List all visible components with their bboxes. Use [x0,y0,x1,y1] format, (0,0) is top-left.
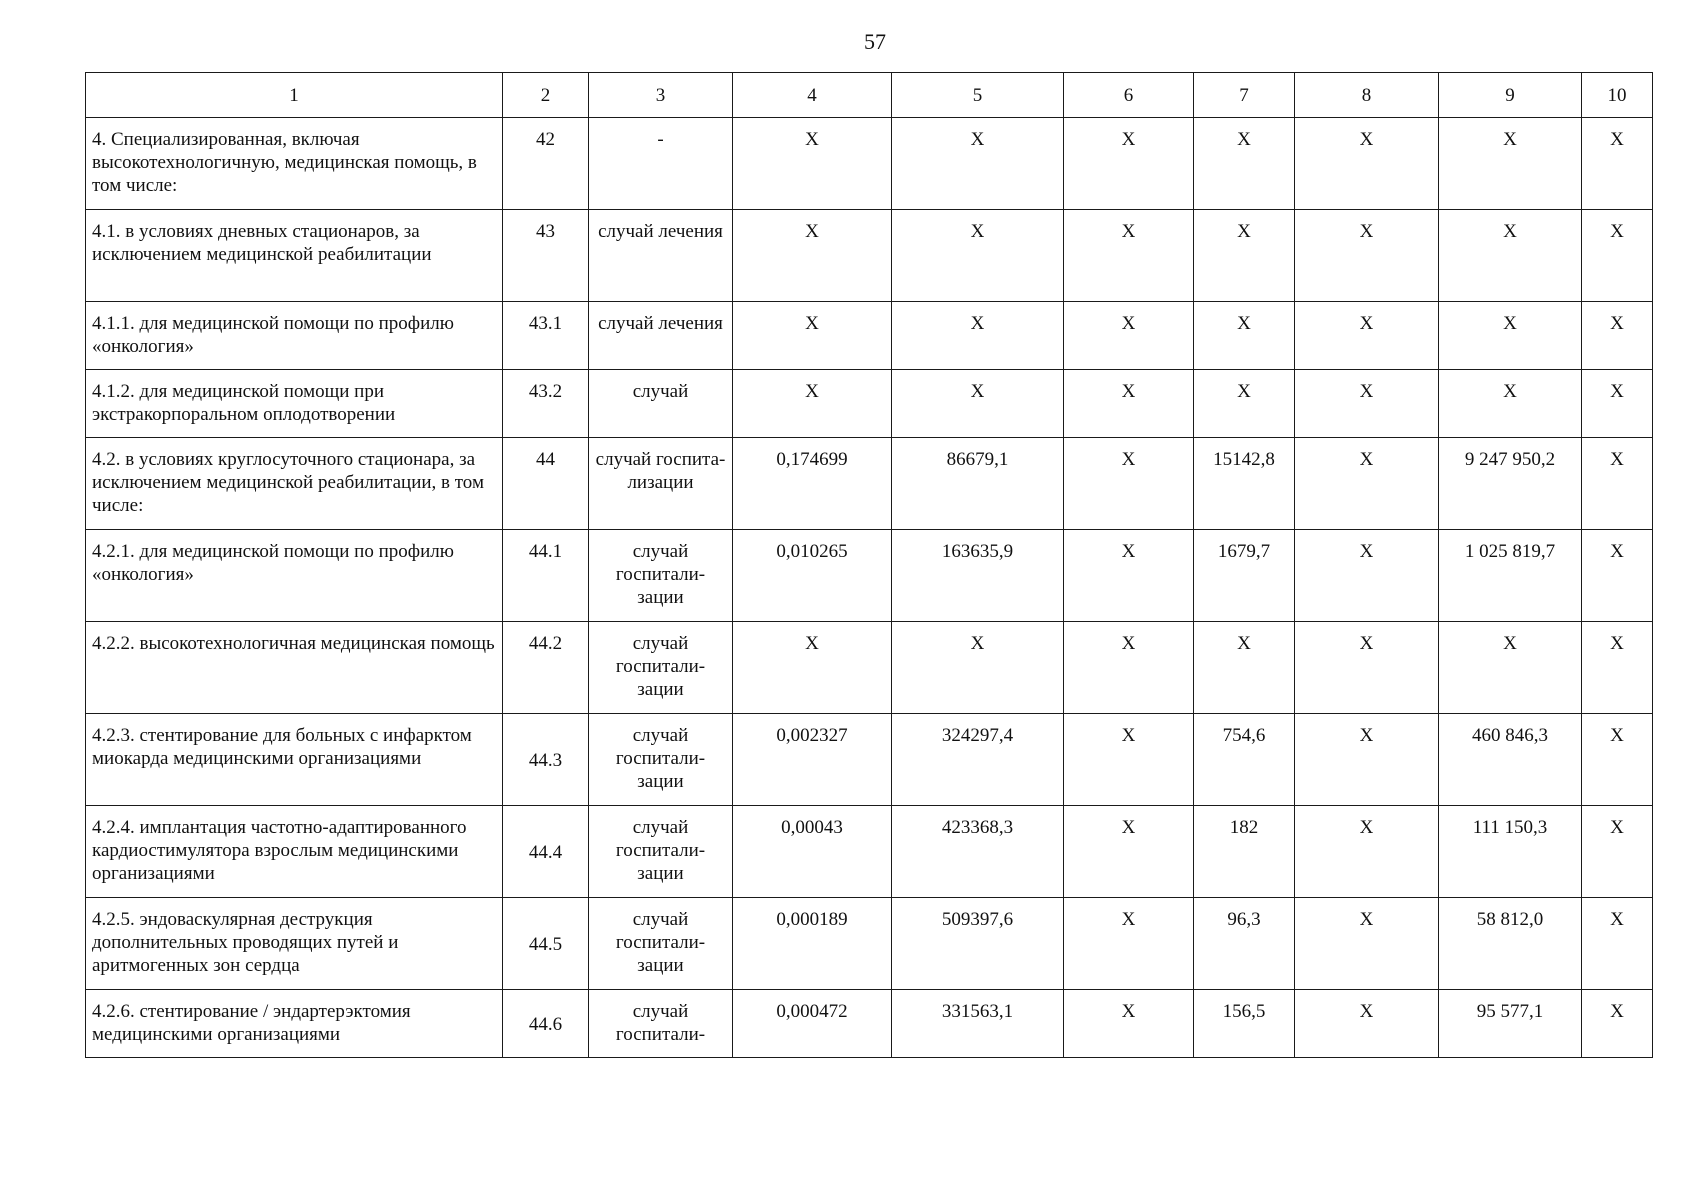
value-cell: X [1064,370,1194,438]
row-label-cell: 4.2.1. для медицинской помощи по профилю «онкология» [86,530,503,622]
header-cell: 6 [1064,73,1194,118]
unit-cell: случай госпитали-зации [589,714,733,806]
value-cell: X [1064,806,1194,898]
value-cell: 1679,7 [1194,530,1295,622]
row-number-cell: 44.1 [503,530,589,622]
value-cell: 0,00043 [733,806,892,898]
value-cell: X [1194,118,1295,210]
unit-cell: случай [589,370,733,438]
value-cell: 182 [1194,806,1295,898]
value-cell: X [1295,898,1439,990]
unit-cell: случай лечения [589,302,733,370]
value-cell: X [733,622,892,714]
value-cell: 324297,4 [892,714,1064,806]
value-cell: 96,3 [1194,898,1295,990]
value-cell: X [1295,118,1439,210]
value-cell: X [1582,714,1653,806]
value-cell: X [1194,210,1295,302]
value-cell: X [1295,990,1439,1058]
value-cell: 509397,6 [892,898,1064,990]
value-cell: X [892,302,1064,370]
row-label-cell: 4.2.6. стентирование / эндартерэктомия медицинскими организациями [86,990,503,1058]
value-cell: X [892,210,1064,302]
row-number-cell: 43 [503,210,589,302]
value-cell: 460 846,3 [1439,714,1582,806]
row-number-cell: 44.5 [503,898,589,990]
value-cell: X [1295,370,1439,438]
table-row [86,530,1653,622]
value-cell: 0,000189 [733,898,892,990]
value-cell: X [1194,370,1295,438]
value-cell: X [1582,438,1653,530]
table-row [86,370,1653,438]
row-number-cell: 44.4 [503,806,589,898]
table-row [86,714,1653,806]
value-cell: X [1295,714,1439,806]
value-cell: X [1064,898,1194,990]
value-cell: X [1064,530,1194,622]
value-cell: X [1064,118,1194,210]
value-cell: X [1064,714,1194,806]
row-label-cell: 4.2.4. имплантация частотно-адаптированного кардиостимулятора взрослым медицинскими организациями [86,806,503,898]
unit-cell: случай лечения [589,210,733,302]
value-cell: X [1439,118,1582,210]
value-cell: 95 577,1 [1439,990,1582,1058]
value-cell: X [1582,302,1653,370]
table-header-row [86,73,1653,118]
value-cell: X [1439,622,1582,714]
unit-cell: случай госпитали-зации [589,898,733,990]
value-cell: 331563,1 [892,990,1064,1058]
value-cell: X [733,118,892,210]
row-number-cell: 44.3 [503,714,589,806]
header-cell: 7 [1194,73,1295,118]
value-cell: X [1295,806,1439,898]
value-cell: 163635,9 [892,530,1064,622]
header-cell: 10 [1582,73,1653,118]
value-cell: X [1582,806,1653,898]
table-row [86,806,1653,898]
data-table [85,72,1653,1058]
value-cell: 0,010265 [733,530,892,622]
value-cell: X [1582,530,1653,622]
table-row [86,302,1653,370]
unit-cell: случай госпитали-зации [589,806,733,898]
value-cell: 0,000472 [733,990,892,1058]
header-cell: 4 [733,73,892,118]
value-cell: X [1582,118,1653,210]
value-cell: X [733,370,892,438]
row-number-cell: 43.1 [503,302,589,370]
row-label-cell: 4.2.2. высокотехнологичная медицинская помощь [86,622,503,714]
value-cell: X [1064,302,1194,370]
value-cell: X [1064,990,1194,1058]
table-row [86,438,1653,530]
value-cell: X [1295,438,1439,530]
value-cell: X [1439,370,1582,438]
value-cell: X [1295,530,1439,622]
value-cell: X [1064,622,1194,714]
value-cell: 754,6 [1194,714,1295,806]
value-cell: 111 150,3 [1439,806,1582,898]
value-cell: X [1194,622,1295,714]
header-cell: 9 [1439,73,1582,118]
unit-cell: случай госпита-лизации [589,438,733,530]
value-cell: X [733,210,892,302]
value-cell: X [1064,210,1194,302]
row-number-cell: 43.2 [503,370,589,438]
row-label-cell: 4.1.1. для медицинской помощи по профилю «онкология» [86,302,503,370]
table-row [86,622,1653,714]
value-cell: 58 812,0 [1439,898,1582,990]
value-cell: 9 247 950,2 [1439,438,1582,530]
value-cell: X [1582,370,1653,438]
value-cell: 0,174699 [733,438,892,530]
unit-cell: - [589,118,733,210]
table-row [86,210,1653,302]
table-row [86,898,1653,990]
value-cell: X [1582,210,1653,302]
value-cell: X [1295,622,1439,714]
value-cell: 86679,1 [892,438,1064,530]
row-number-cell: 44.2 [503,622,589,714]
header-cell: 2 [503,73,589,118]
table-row [86,990,1653,1058]
value-cell: X [892,118,1064,210]
row-label-cell: 4.2. в условиях круглосуточного стационара, за исключением медицинской реабилитации, в том числе: [86,438,503,530]
row-label-cell: 4.2.3. стентирование для больных с инфарктом миокарда медицинскими организациями [86,714,503,806]
value-cell: X [1582,990,1653,1058]
value-cell: X [1439,210,1582,302]
value-cell: X [1064,438,1194,530]
row-number-cell: 44.6 [503,990,589,1058]
unit-cell: случай госпитали-зации [589,622,733,714]
row-label-cell: 4.1.2. для медицинской помощи при экстракорпоральном оплодотворении [86,370,503,438]
value-cell: 1 025 819,7 [1439,530,1582,622]
unit-cell: случай госпитали-зации [589,530,733,622]
header-cell: 5 [892,73,1064,118]
value-cell: 0,002327 [733,714,892,806]
row-label-cell: 4.2.5. эндоваскулярная деструкция дополнительных проводящих путей и аритмогенных зон сердца [86,898,503,990]
header-cell: 8 [1295,73,1439,118]
value-cell: X [892,370,1064,438]
value-cell: 423368,3 [892,806,1064,898]
value-cell: X [1194,302,1295,370]
value-cell: X [1439,302,1582,370]
row-label-cell: 4.1. в условиях дневных стационаров, за исключением медицинской реабилитации [86,210,503,302]
value-cell: X [733,302,892,370]
page-number: 57 [864,29,886,54]
value-cell: 15142,8 [1194,438,1295,530]
value-cell: 156,5 [1194,990,1295,1058]
row-number-cell: 44 [503,438,589,530]
unit-cell: случай госпитали- [589,990,733,1058]
value-cell: X [1582,622,1653,714]
row-label-cell: 4. Специализированная, включая высокотехнологичную, медицинская помощь, в том числе: [86,118,503,210]
header-cell: 1 [86,73,503,118]
row-number-cell: 42 [503,118,589,210]
value-cell: X [1295,302,1439,370]
value-cell: X [1295,210,1439,302]
value-cell: X [1582,898,1653,990]
value-cell: X [892,622,1064,714]
header-cell: 3 [589,73,733,118]
table-row [86,118,1653,210]
